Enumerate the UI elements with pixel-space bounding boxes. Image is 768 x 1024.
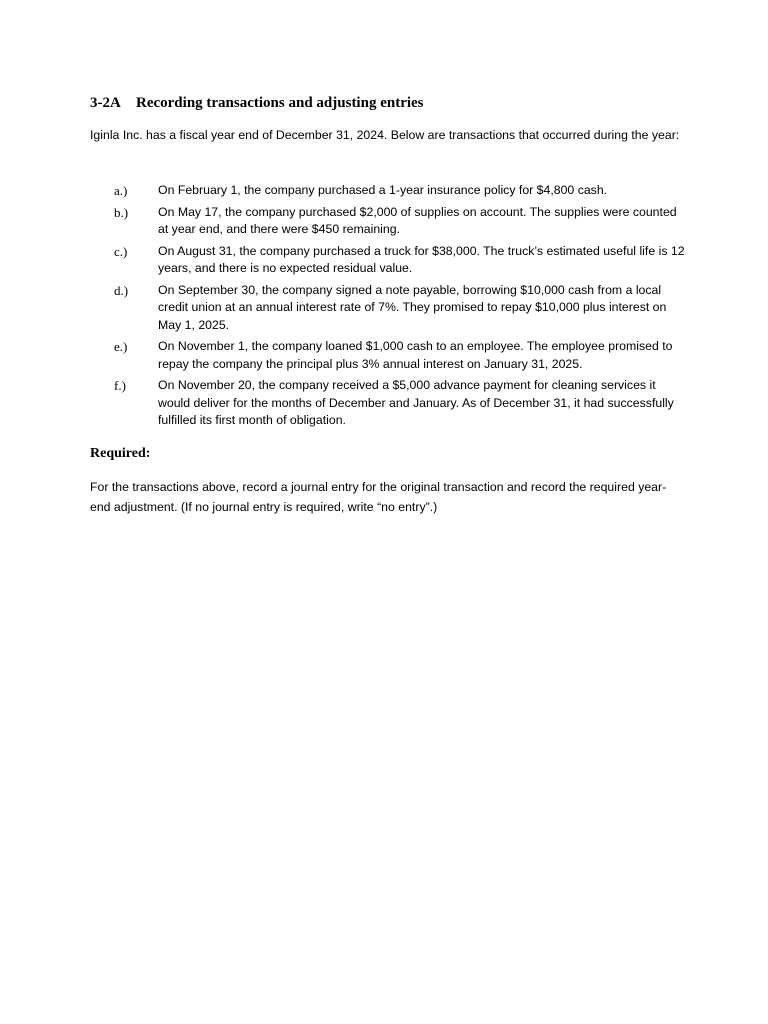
item-marker: c.) bbox=[114, 243, 128, 259]
transaction-list bbox=[90, 182, 690, 434]
transaction-item bbox=[90, 377, 690, 430]
item-marker: d.) bbox=[114, 282, 129, 298]
problem-number: 3-2A bbox=[90, 95, 121, 111]
transaction-item bbox=[90, 243, 690, 278]
item-text: On September 30, the company signed a note payable, borrowing $10,000 cash from a local credit union at an annual interest rate of 7%. They promised to repay $10,000 plus interest on May 1, 2025. bbox=[158, 282, 667, 332]
transaction-item bbox=[90, 182, 690, 200]
transaction-item bbox=[90, 282, 690, 335]
required-heading: Required: bbox=[90, 446, 151, 461]
intro-paragraph: Iginla Inc. has a fiscal year end of December 31, 2024. Below are transactions that occurred during the year: bbox=[90, 128, 680, 142]
item-text: On November 20, the company received a $5,000 advance payment for cleaning services it would deliver for the months of December and January. As of December 31, it had successfully fulfilled its first month of obligation. bbox=[158, 378, 674, 427]
item-text: On May 17, the company purchased $2,000 of supplies on account. The supplies were counted at year end, and there were $450 remaining. bbox=[158, 204, 677, 236]
item-marker: e.) bbox=[114, 339, 128, 354]
instructions-paragraph: For the transactions above, record a journal entry for the original transaction and record the required year-end adjustment. (If no journal entry is required, write “no entry”.) bbox=[90, 480, 667, 514]
item-marker: f.) bbox=[114, 378, 126, 393]
item-text: On February 1, the company purchased a 1-year insurance policy for $4,800 cash. bbox=[158, 183, 608, 197]
item-marker: b.) bbox=[114, 204, 129, 220]
item-marker: a.) bbox=[114, 183, 128, 198]
transaction-item bbox=[90, 338, 690, 373]
problem-title: Recording transactions and adjusting entries bbox=[136, 95, 424, 111]
item-text: On November 1, the company loaned $1,000 cash to an employee. The employee promised to repay the company the principal plus 3% annual interest on January 31, 2025. bbox=[158, 339, 673, 371]
transaction-item bbox=[90, 204, 690, 239]
item-text: On August 31, the company purchased a truck for $38,000. The truck’s estimated useful life is 12 years, and there is no expected residual value. bbox=[158, 243, 685, 275]
problem-heading bbox=[90, 93, 424, 113]
